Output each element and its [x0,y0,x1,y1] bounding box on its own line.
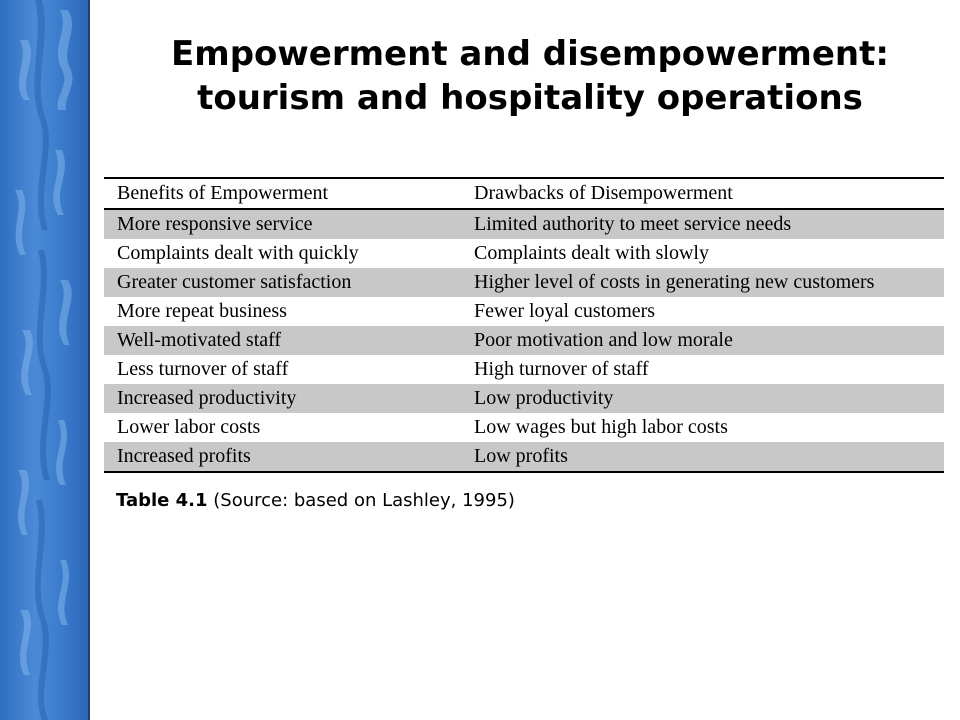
drawback-cell: Fewer loyal customers [461,297,944,326]
benefit-cell: Greater customer satisfaction [104,268,461,297]
benefit-cell: Well-motivated staff [104,326,461,355]
drawback-cell: High turnover of staff [461,355,944,384]
benefit-cell: Less turnover of staff [104,355,461,384]
benefit-cell: Lower labor costs [104,413,461,442]
title-line-1: Empowerment and disempowerment: [171,34,889,74]
title-line-2: tourism and hospitality operations [197,78,863,118]
table-row [104,442,944,472]
table-row [104,268,944,297]
table-row [104,326,944,355]
table-row [104,355,944,384]
drawback-cell: Low profits [461,442,944,472]
caption-source: (Source: based on Lashley, 1995) [207,490,515,511]
caption-label: Table 4.1 [116,490,208,511]
slide-title [100,32,960,120]
table-row [104,297,944,326]
comparison-table-container [104,177,944,473]
drawback-cell: Limited authority to meet service needs [461,209,944,239]
table-row [104,239,944,268]
benefit-cell: Increased profits [104,442,461,472]
drawback-cell: Poor motivation and low morale [461,326,944,355]
drawback-cell: Higher level of costs in generating new customers [461,268,944,297]
drawback-cell: Low productivity [461,384,944,413]
table-row [104,413,944,442]
header-benefits: Benefits of Empowerment [104,178,461,209]
table-row [104,384,944,413]
drawback-cell: Complaints dealt with slowly [461,239,944,268]
decorative-side-band [0,0,88,720]
benefit-cell: More repeat business [104,297,461,326]
benefit-cell: More responsive service [104,209,461,239]
drawback-cell: Low wages but high labor costs [461,413,944,442]
table-caption [116,490,515,511]
table-row [104,209,944,239]
header-drawbacks: Drawbacks of Disempowerment [461,178,944,209]
water-texture-icon [0,0,88,720]
table-header-row [104,178,944,209]
benefit-cell: Increased productivity [104,384,461,413]
benefit-cell: Complaints dealt with quickly [104,239,461,268]
comparison-table [104,177,944,473]
side-band-edge [88,0,90,720]
